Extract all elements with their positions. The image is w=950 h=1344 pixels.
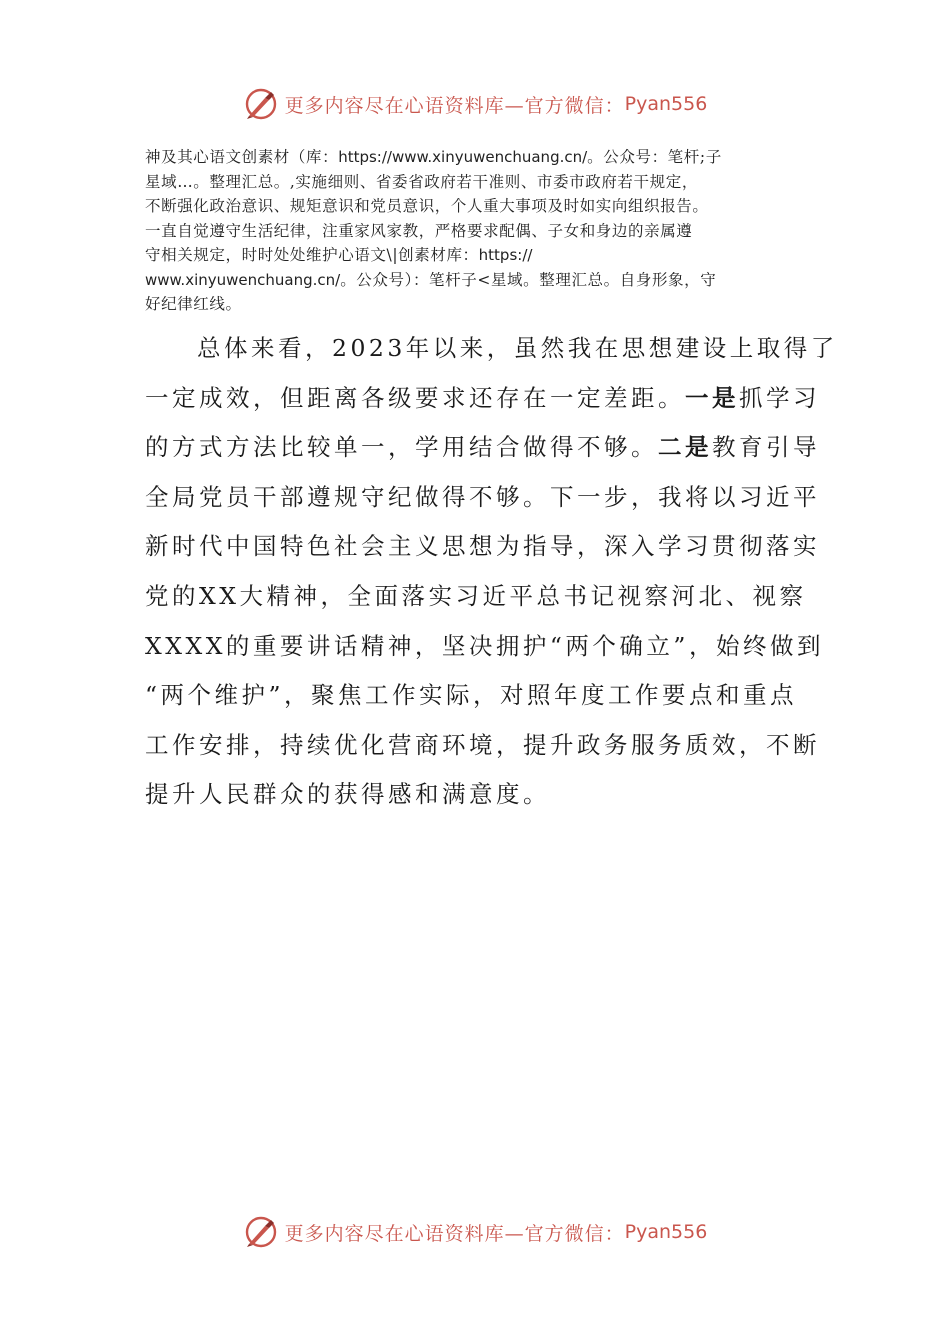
small-text-fragment: 。公众号：笔杆;子: [587, 148, 722, 166]
pen-logo-icon: [243, 1214, 279, 1250]
main-paragraph: [145, 324, 838, 820]
main-line-4: 全局党员干部遵规守纪做得不够。下一步，我将以习近平: [145, 482, 820, 511]
main-text-fragment: 抓学习: [739, 383, 820, 412]
header-banner-handle: Pyan556: [624, 93, 708, 115]
main-line-2: [145, 374, 825, 424]
main-text-fragment: 教育引导: [712, 433, 820, 462]
small-text-block: [145, 145, 810, 317]
small-text-fragment: 守相关规定，时时处处维护心语文\|创素材库：: [145, 246, 479, 264]
bold-label: 二是: [658, 433, 712, 462]
main-line-7: XXXX的重要讲话精神，坚决拥护“两个确立”，始终做到: [145, 631, 824, 660]
main-line-6: 党的XX大精神，全面落实习近平总书记视察河北、视察: [145, 581, 807, 610]
header-banner-text: 更多内容尽在心语资料库—官方微信：: [284, 94, 625, 117]
main-text-fragment: 一定成效，但距离各级要求还存在一定差距。: [145, 383, 685, 412]
small-text-fragment: 。公众号）：笔杆子<星域。整理汇总。自身形象，守: [340, 270, 717, 289]
header-banner: [0, 82, 950, 126]
footer-banner-text: 更多内容尽在心语资料库—官方微信：: [284, 1222, 625, 1245]
url-text: https://: [478, 246, 533, 264]
footer-banner: [0, 1210, 950, 1254]
url-text: https://www.xinyuwenchuang.cn/: [338, 148, 588, 166]
small-line-3: 不断强化政治意识、规矩意识和党员意识，个人重大事项及时如实向组织报告。: [145, 197, 709, 215]
main-line-3: [145, 423, 825, 473]
main-line-8: “两个维护”，聚焦工作实际，对照年度工作要点和重点: [145, 681, 798, 710]
bold-label: 一是: [685, 383, 739, 412]
small-line-6: [145, 268, 810, 293]
small-line-1: [145, 145, 810, 170]
main-line-5: 新时代中国特色社会主义思想为指导，深入学习贯彻落实: [145, 532, 820, 561]
footer-banner-handle: Pyan556: [624, 1221, 708, 1243]
pen-logo-icon: [243, 86, 279, 122]
main-line-1: 总体来看，2023年以来，虽然我在思想建设上取得了: [197, 334, 838, 362]
small-line-2: 星域…。整理汇总。,实施细则、省委省政府若干准则、市委市政府若干规定，: [145, 172, 698, 191]
small-text-fragment: 神及其心语文创素材（库：: [145, 148, 339, 166]
small-line-4: 一直自觉遵守生活纪律，注重家风家教，严格要求配偶、子女和身边的亲属遵: [145, 221, 693, 240]
main-line-9: 工作安排，持续优化营商环境，提升政务服务质效，不断: [145, 730, 820, 759]
small-line-5: [145, 243, 810, 268]
small-line-7: 好纪律红线。: [145, 295, 242, 313]
main-line-10: 提升人民群众的获得感和满意度。: [145, 780, 550, 809]
main-text-fragment: 的方式方法比较单一，学用结合做得不够。: [145, 433, 658, 462]
url-text: www.xinyuwenchuang.cn/: [145, 270, 341, 289]
